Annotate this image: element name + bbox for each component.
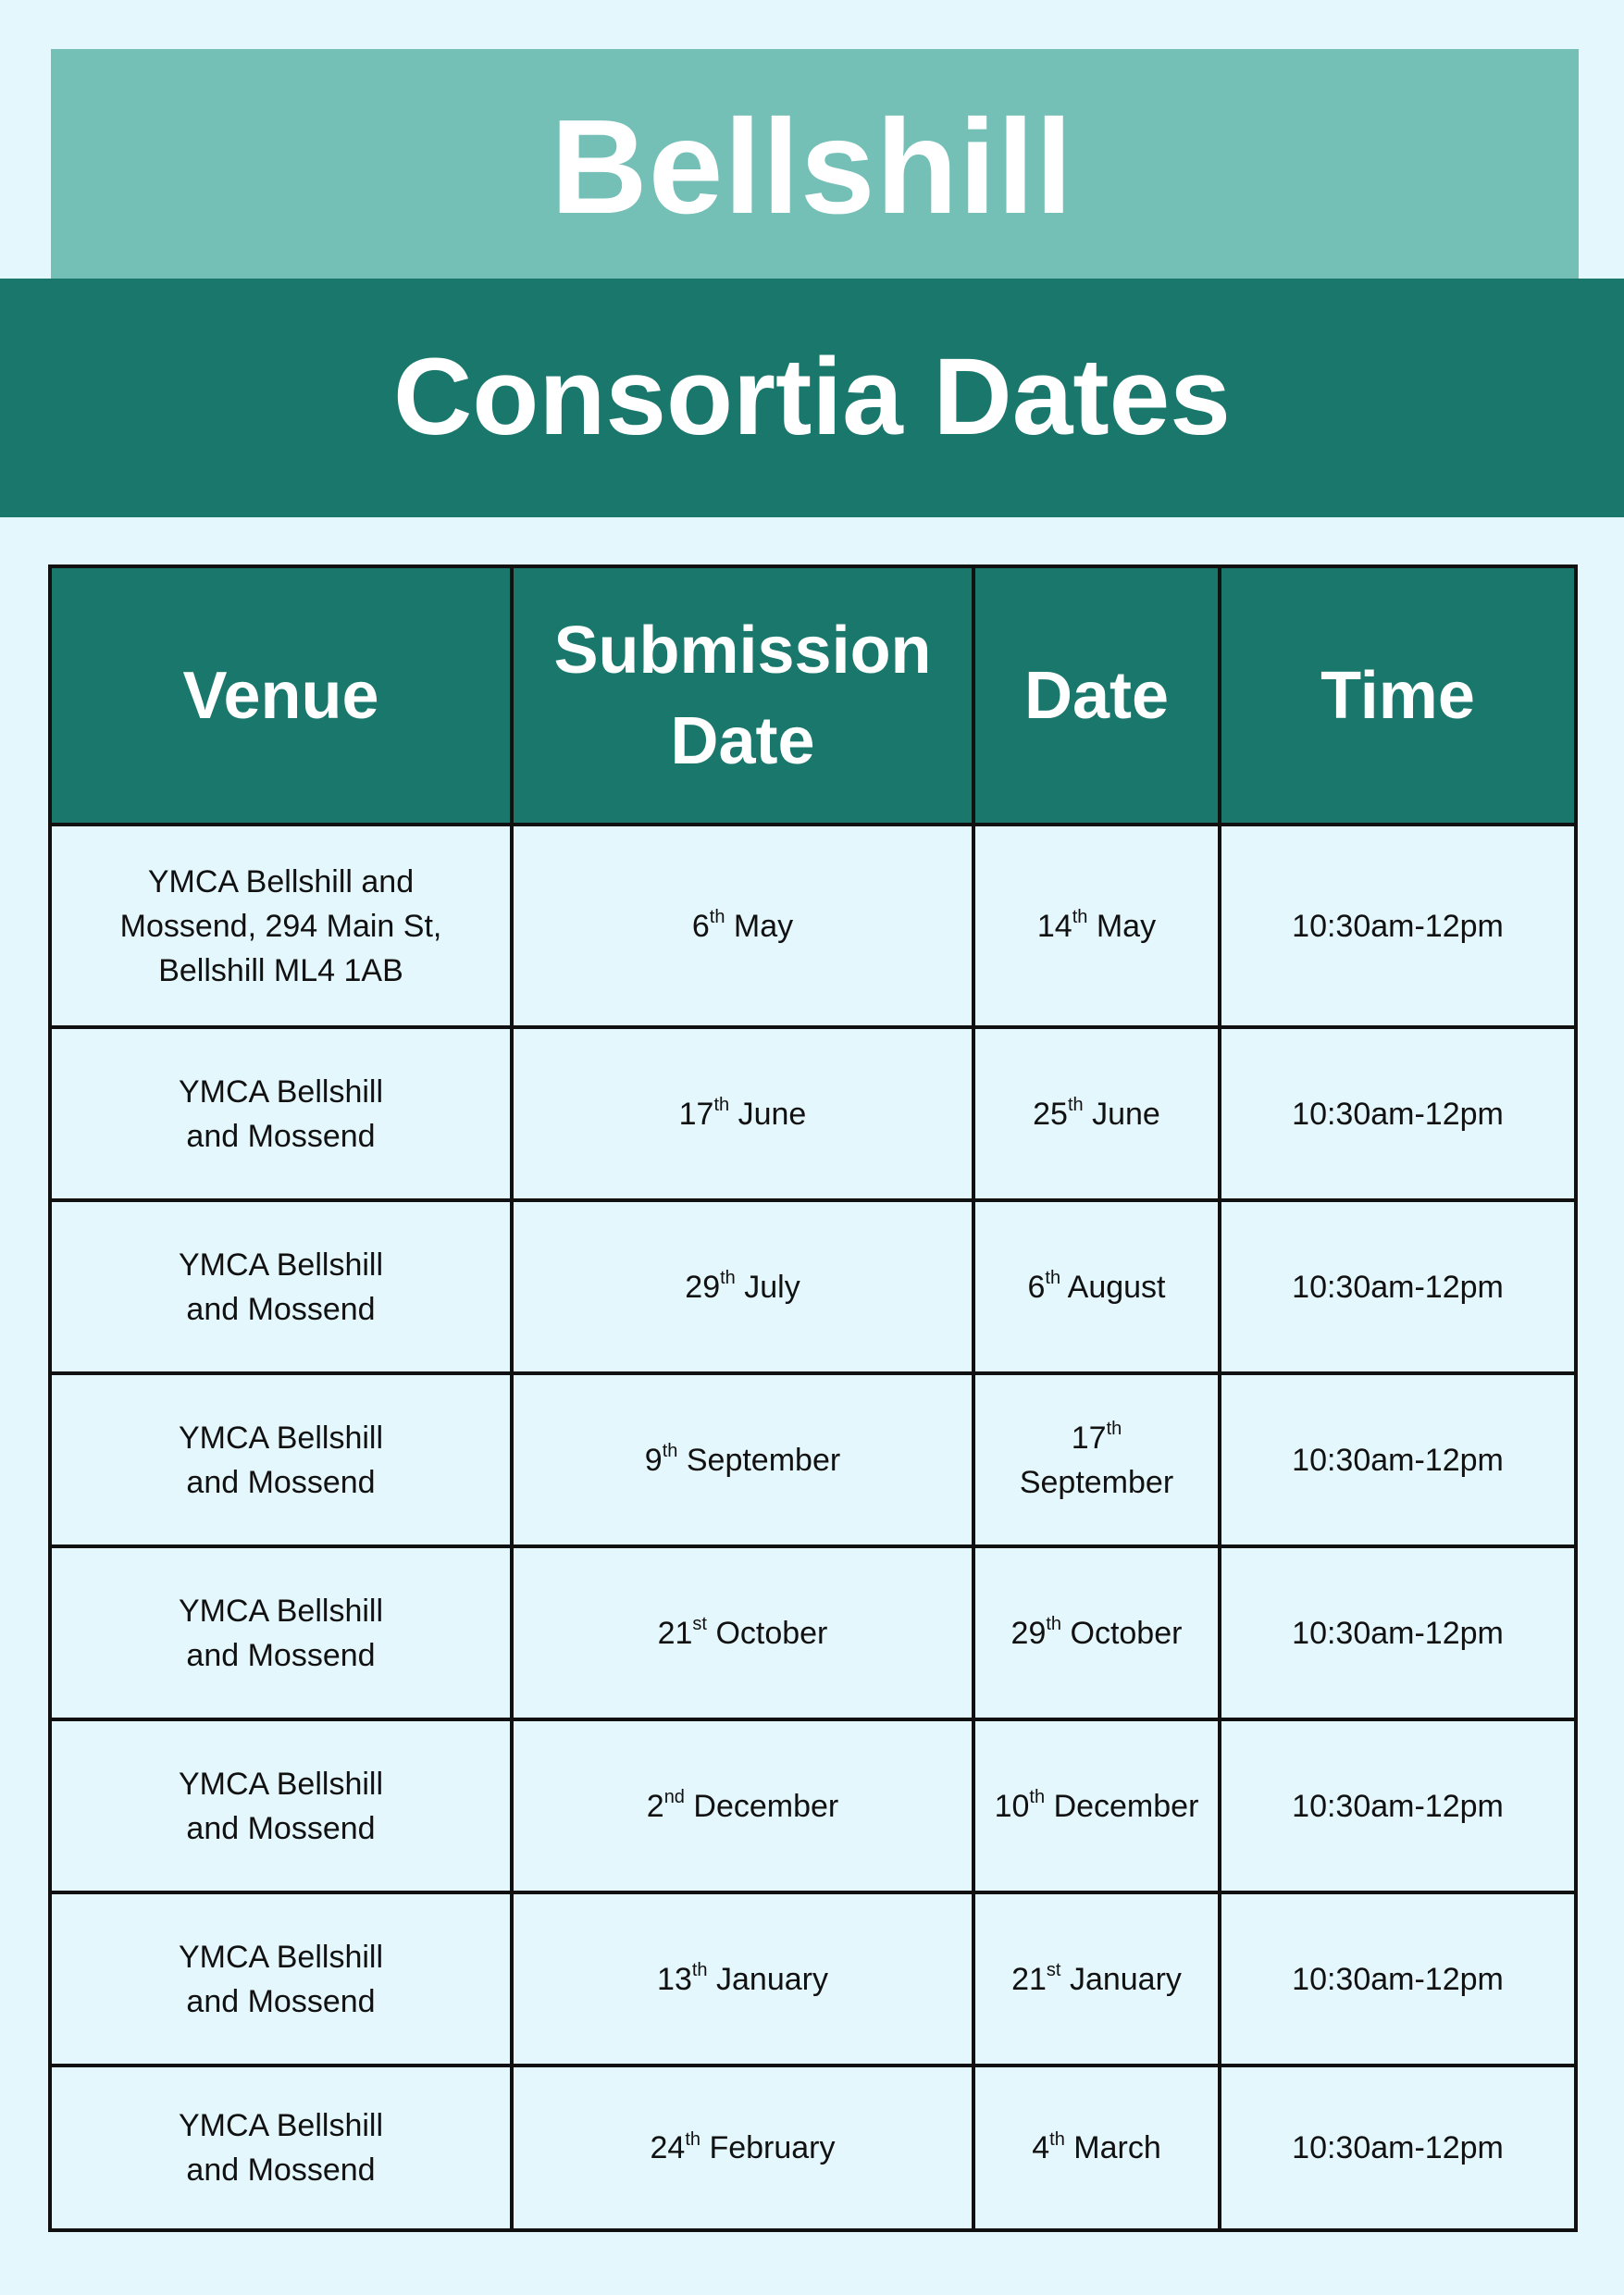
submission-date-cell: [512, 1892, 973, 2066]
submission-date-cell: [512, 1719, 973, 1892]
page-subtitle: Consortia Dates: [393, 336, 1231, 458]
page-title: Bellshill: [551, 92, 1073, 242]
venue-cell: YMCA Bellshill and Mossend: [50, 1546, 512, 1719]
date-cell-month: December: [1053, 1788, 1199, 1824]
time-cell: 10:30am-12pm: [1220, 2066, 1576, 2230]
date-cell: [973, 1200, 1220, 1373]
date-cell-ordinal-suffix: th: [1106, 1419, 1122, 1440]
date-cell-month: September: [1019, 1464, 1174, 1500]
table-row: [50, 1373, 1576, 1546]
date-cell: [973, 1373, 1220, 1546]
venue-cell: YMCA Bellshill and Mossend, 294 Main St, Bellshill ML4 1AB: [50, 825, 512, 1027]
table-row: [50, 1027, 1576, 1200]
date-cell-ordinal-suffix: th: [1046, 1614, 1062, 1635]
header-time: Time: [1220, 566, 1576, 825]
submission-date-cell: [512, 2066, 973, 2230]
date-cell-ordinal-suffix: th: [1072, 907, 1088, 928]
submission-date-cell-day: 13: [657, 1961, 692, 1997]
date-cell-ordinal-suffix: th: [1049, 2128, 1065, 2150]
submission-date-cell-ordinal-suffix: nd: [663, 1787, 685, 1808]
header-date: Date: [973, 566, 1220, 825]
submission-date-cell-day: 21: [657, 1615, 693, 1651]
submission-date-cell-day: 29: [685, 1269, 721, 1305]
submission-date-cell-day: 24: [650, 2130, 686, 2165]
table-row: [50, 825, 1576, 1027]
time-cell: 10:30am-12pm: [1220, 1892, 1576, 2066]
submission-date-cell: [512, 1373, 973, 1546]
table-body: [50, 825, 1576, 2230]
time-cell: 10:30am-12pm: [1220, 1200, 1576, 1373]
time-cell: 10:30am-12pm: [1220, 1373, 1576, 1546]
date-cell-day: 25: [1033, 1096, 1068, 1132]
date-cell: [973, 2066, 1220, 2230]
date-cell-month: March: [1073, 2130, 1161, 2165]
date-cell-ordinal-suffix: st: [1046, 1960, 1061, 1981]
date-cell-month: January: [1069, 1961, 1182, 1997]
submission-date-cell-ordinal-suffix: th: [720, 1268, 736, 1289]
venue-cell: YMCA Bellshill and Mossend: [50, 1200, 512, 1373]
submission-date-cell-ordinal-suffix: th: [709, 907, 725, 928]
date-cell-month: May: [1096, 908, 1157, 944]
submission-date-cell-day: 6: [691, 908, 710, 944]
submission-date-cell: [512, 1546, 973, 1719]
date-cell-ordinal-suffix: th: [1029, 1787, 1046, 1808]
time-cell: 10:30am-12pm: [1220, 825, 1576, 1027]
date-cell-day: 10: [994, 1788, 1030, 1824]
date-cell-day: 4: [1032, 2130, 1050, 2165]
date-cell-month: October: [1070, 1615, 1183, 1651]
table-row: [50, 1200, 1576, 1373]
date-cell-day: 6: [1027, 1269, 1046, 1305]
submission-date-cell-ordinal-suffix: th: [662, 1441, 678, 1462]
date-cell-month: June: [1092, 1096, 1160, 1132]
consortia-dates-table: [48, 564, 1578, 2232]
submission-date-cell-day: 9: [644, 1442, 663, 1478]
table-header: [50, 566, 1576, 825]
date-cell-month: August: [1067, 1269, 1166, 1305]
submission-date-cell-month: January: [716, 1961, 828, 1997]
submission-date-cell-day: 17: [678, 1096, 714, 1132]
date-cell-ordinal-suffix: th: [1045, 1268, 1061, 1289]
table-row: [50, 2066, 1576, 2230]
submission-date-cell-ordinal-suffix: th: [685, 2128, 700, 2150]
time-cell: 10:30am-12pm: [1220, 1719, 1576, 1892]
date-cell: [973, 1546, 1220, 1719]
submission-date-cell: [512, 825, 973, 1027]
submission-date-cell-ordinal-suffix: th: [713, 1095, 730, 1116]
venue-cell: YMCA Bellshill and Mossend: [50, 1373, 512, 1546]
date-cell: [973, 1027, 1220, 1200]
table-row: [50, 1892, 1576, 2066]
submission-date-cell: [512, 1027, 973, 1200]
submission-date-cell: [512, 1200, 973, 1373]
submission-date-cell-month: September: [686, 1442, 841, 1478]
submission-date-cell-month: October: [715, 1615, 828, 1651]
date-cell-day: 14: [1036, 908, 1072, 944]
submission-date-cell-month: February: [709, 2130, 836, 2165]
venue-cell: YMCA Bellshill and Mossend: [50, 1719, 512, 1892]
submission-date-cell-month: December: [693, 1788, 839, 1824]
header-venue: Venue: [50, 566, 512, 825]
date-cell: [973, 825, 1220, 1027]
submission-date-cell-ordinal-suffix: st: [692, 1614, 707, 1635]
submission-date-cell-ordinal-suffix: th: [691, 1960, 708, 1981]
header-row: [50, 566, 1576, 825]
date-cell: [973, 1719, 1220, 1892]
date-cell-day: 21: [1011, 1961, 1047, 1997]
venue-cell: YMCA Bellshill and Mossend: [50, 1027, 512, 1200]
time-cell: 10:30am-12pm: [1220, 1546, 1576, 1719]
submission-date-cell-day: 2: [646, 1788, 664, 1824]
date-cell-ordinal-suffix: th: [1067, 1095, 1084, 1116]
venue-cell: YMCA Bellshill and Mossend: [50, 2066, 512, 2230]
date-cell: [973, 1892, 1220, 2066]
date-cell-day: 29: [1010, 1615, 1047, 1651]
date-cell-day: 17: [1071, 1420, 1107, 1456]
header-submission-date: Submission Date: [512, 566, 973, 825]
submission-date-cell-month: July: [744, 1269, 800, 1305]
time-cell: 10:30am-12pm: [1220, 1027, 1576, 1200]
table-row: [50, 1546, 1576, 1719]
submission-date-cell-month: May: [733, 908, 794, 944]
submission-date-cell-month: June: [738, 1096, 807, 1132]
table-row: [50, 1719, 1576, 1892]
venue-cell: YMCA Bellshill and Mossend: [50, 1892, 512, 2066]
